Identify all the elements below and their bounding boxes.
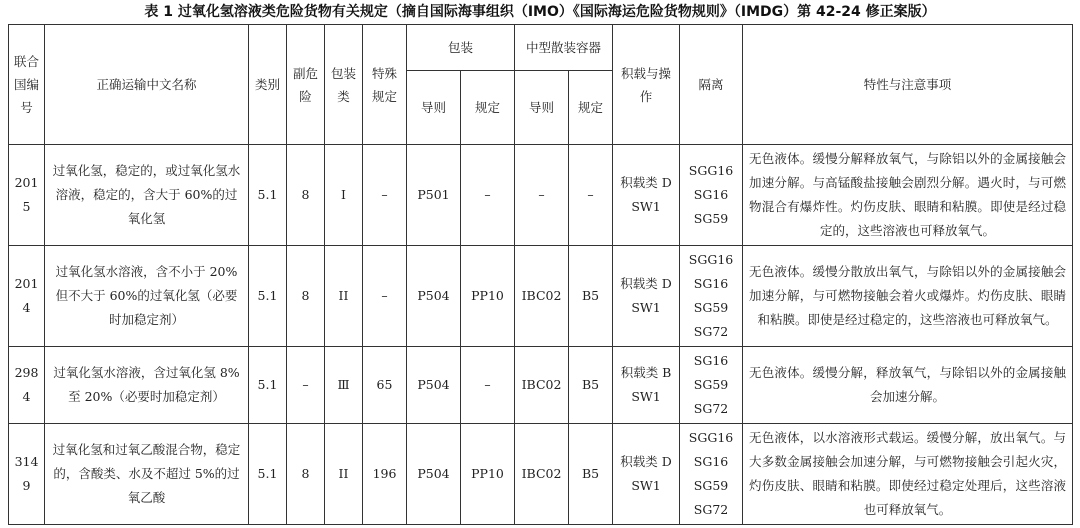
header-special-provisions: 特殊规定 — [363, 25, 407, 145]
cell-packing-group: I — [325, 145, 363, 246]
cell-stowage: 积载类 D SW1 — [613, 424, 680, 525]
cell-ibc-provision: – — [569, 145, 613, 246]
cell-ibc-provision: B5 — [569, 347, 613, 424]
cell-packaging-instruction: P501 — [407, 145, 461, 246]
header-subsidiary-risk: 副危险 — [287, 25, 325, 145]
cell-properties: 无色液体，以水溶液形式载运。缓慢分解，放出氧气。与大多数金属接触会加速分解，与可燃物接触会引起火灾，灼伤皮肤、眼睛和粘膜。即使经过稳定处理后，这些溶液也可释放氧气。 — [743, 424, 1073, 525]
cell-ibc-instruction: IBC02 — [515, 347, 569, 424]
segregation-code: SG59 — [693, 300, 729, 315]
cell-special-provisions: – — [363, 145, 407, 246]
segregation-code: SG59 — [693, 377, 729, 392]
cell-subsidiary-risk: 8 — [287, 145, 325, 246]
header-stowage: 积载与操作 — [613, 25, 680, 145]
cell-class: 5.1 — [249, 246, 287, 347]
cell-special-provisions: – — [363, 246, 407, 347]
table-row — [9, 347, 1073, 424]
cell-ibc-provision: B5 — [569, 424, 613, 525]
cell-shipping-name: 过氧化氢水溶液，含过氧化氢 8%至 20%（必要时加稳定剂） — [45, 347, 249, 424]
cell-stowage: 积载类 D SW1 — [613, 246, 680, 347]
cell-class: 5.1 — [249, 424, 287, 525]
header-ibc-instruction: 导则 — [515, 71, 569, 145]
cell-packing-group: Ⅲ — [325, 347, 363, 424]
cell-ibc-instruction: IBC02 — [515, 246, 569, 347]
cell-packaging-provision: PP10 — [461, 246, 515, 347]
segregation-code: SG16 — [693, 454, 729, 469]
cell-ibc-instruction: – — [515, 145, 569, 246]
cell-shipping-name: 过氧化氢，稳定的，或过氧化氢水溶液，稳定的，含大于 60%的过氧化氢 — [45, 145, 249, 246]
cell-subsidiary-risk: – — [287, 347, 325, 424]
segregation-code: SG72 — [693, 401, 729, 416]
cell-segregation — [680, 246, 743, 347]
cell-ibc-provision: B5 — [569, 246, 613, 347]
cell-subsidiary-risk: 8 — [287, 424, 325, 525]
header-un-number: 联合国编号 — [9, 25, 45, 145]
cell-packaging-provision: – — [461, 145, 515, 246]
header-shipping-name: 正确运输中文名称 — [45, 25, 249, 145]
table-row — [9, 246, 1073, 347]
segregation-code: SG72 — [693, 502, 729, 517]
header-segregation: 隔离 — [680, 25, 743, 145]
segregation-code: SG16 — [693, 353, 729, 368]
cell-stowage: 积载类 D SW1 — [613, 145, 680, 246]
cell-packaging-instruction: P504 — [407, 424, 461, 525]
cell-un-number: 2014 — [9, 246, 45, 347]
table-row — [9, 145, 1073, 246]
cell-class: 5.1 — [249, 347, 287, 424]
cell-segregation — [680, 145, 743, 246]
header-packaging-provision: 规定 — [461, 71, 515, 145]
cell-packaging-provision: – — [461, 347, 515, 424]
cell-packaging-instruction: P504 — [407, 347, 461, 424]
cell-properties: 无色液体。缓慢分散放出氧气，与除铝以外的金属接触会加速分解，与可燃物接触会着火或爆炸。灼伤皮肤、眼睛和粘膜。即使是经过稳定的，这些溶液也可释放氧气。 — [743, 246, 1073, 347]
cell-shipping-name: 过氧化氢和过氧乙酸混合物，稳定的，含酸类、水及不超过 5%的过氧乙酸 — [45, 424, 249, 525]
cell-segregation — [680, 424, 743, 525]
cell-packing-group: II — [325, 424, 363, 525]
cell-special-provisions: 65 — [363, 347, 407, 424]
cell-un-number: 2015 — [9, 145, 45, 246]
cell-properties: 无色液体。缓慢分解，释放氧气，与除铝以外的金属接触会加速分解。 — [743, 347, 1073, 424]
segregation-code: SGG16 — [688, 430, 734, 445]
header-packing-group: 包装类 — [325, 25, 363, 145]
table-row — [9, 424, 1073, 525]
cell-un-number: 3149 — [9, 424, 45, 525]
cell-packing-group: II — [325, 246, 363, 347]
cell-class: 5.1 — [249, 145, 287, 246]
cell-un-number: 2984 — [9, 347, 45, 424]
cell-segregation — [680, 347, 743, 424]
segregation-code: SG72 — [693, 324, 729, 339]
segregation-code: SG16 — [693, 187, 729, 202]
header-ibc: 中型散装容器 — [515, 25, 613, 71]
segregation-code: SGG16 — [688, 163, 734, 178]
cell-packaging-instruction: P504 — [407, 246, 461, 347]
header-packaging: 包装 — [407, 25, 515, 71]
segregation-code: SG59 — [693, 211, 729, 226]
cell-special-provisions: 196 — [363, 424, 407, 525]
dangerous-goods-table — [8, 24, 1073, 525]
header-row-top — [9, 25, 1073, 71]
header-properties: 特性与注意事项 — [743, 25, 1073, 145]
cell-shipping-name: 过氧化氢水溶液，含不小于 20%但不大于 60%的过氧化氢（必要时加稳定剂） — [45, 246, 249, 347]
header-packaging-instruction: 导则 — [407, 71, 461, 145]
segregation-code: SG16 — [693, 276, 729, 291]
segregation-code: SG59 — [693, 478, 729, 493]
cell-properties: 无色液体。缓慢分解释放氧气，与除铝以外的金属接触会加速分解。与高锰酸盐接触会剧烈分解。遇火时，与可燃物混合有爆炸性。灼伤皮肤、眼睛和粘膜。即使是经过稳定的，这些溶液也可释放氧气。 — [743, 145, 1073, 246]
cell-packaging-provision: PP10 — [461, 424, 515, 525]
segregation-code: SGG16 — [688, 252, 734, 267]
cell-subsidiary-risk: 8 — [287, 246, 325, 347]
header-class: 类别 — [249, 25, 287, 145]
table-caption: 表 1 过氧化氢溶液类危险货物有关规定（摘自国际海事组织（IMO）《国际海运危险货物规则》（IMDG）第 42-24 修正案版） — [144, 4, 936, 20]
cell-ibc-instruction: IBC02 — [515, 424, 569, 525]
header-ibc-provision: 规定 — [569, 71, 613, 145]
cell-stowage: 积载类 B SW1 — [613, 347, 680, 424]
